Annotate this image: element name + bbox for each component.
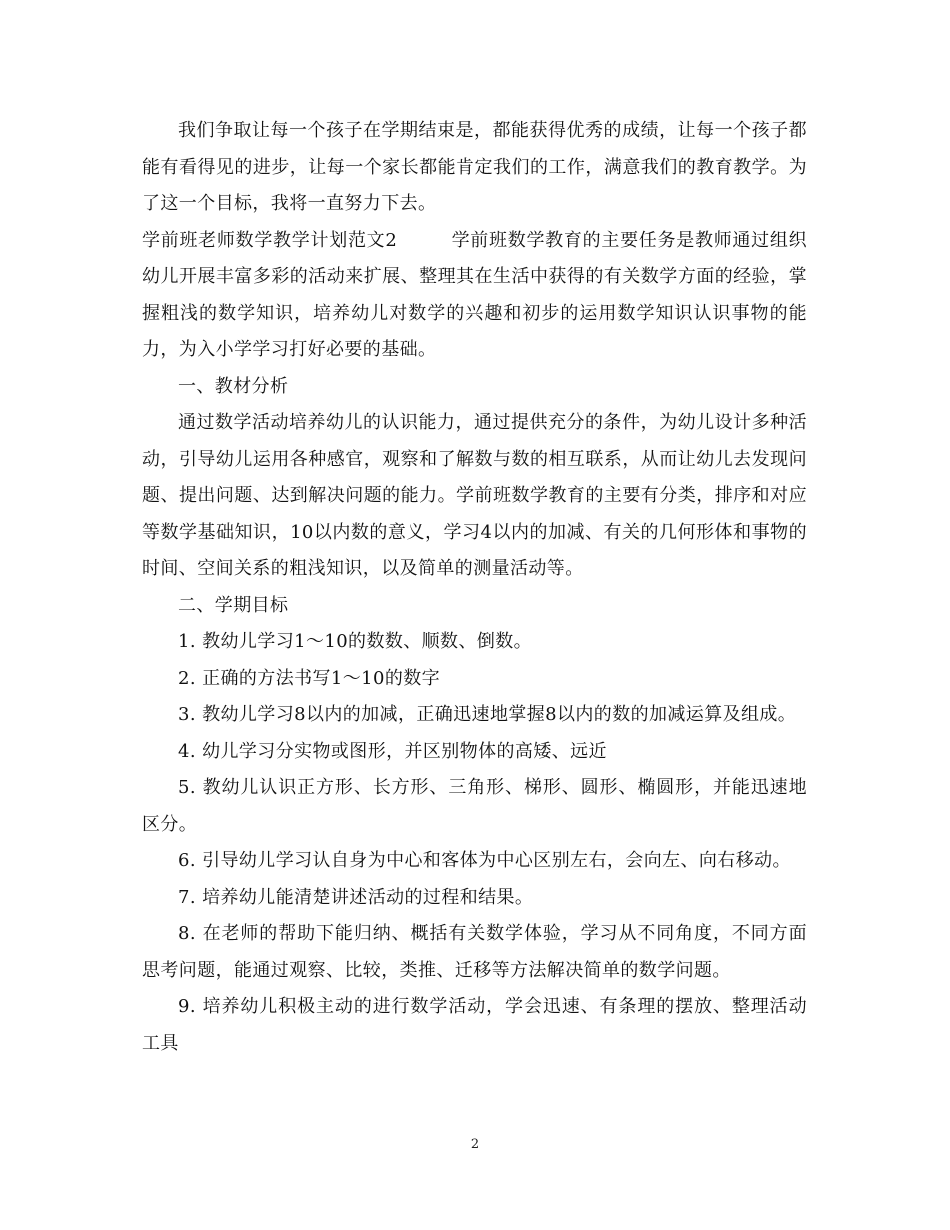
intro-text: 学前班数学教育的主要任务是教师通过组织幼儿开展丰富多彩的活动来扩展、整理其在生活中获得的有关数学方面的经验，掌握粗浅的数学知识，培养幼儿对数学的兴趣和初步的运用数学知识认识事物的能力，为入小学学习打好必要的基础。 [142,229,807,360]
paragraph-plan-intro [142,223,807,369]
goal-item-3: 3. 教幼儿学习8以内的加减，正确迅速地掌握8以内的数的加减运算及组成。 [178,704,797,725]
goal-item-1: 1. 教幼儿学习1～10的数数、顺数、倒数。 [178,631,533,652]
paragraph-closing-goal: 我们争取让每一个孩子在学期结束是，都能获得优秀的成绩，让每一个孩子都能有看得见的进步，让每一个家长都能肯定我们的工作，满意我们的教育教学。为了这一个目标，我将一直努力下去。 [142,120,807,214]
section-title: 学前班老师数学教学计划范文2 [142,229,398,251]
goal-item-8: 8. 在老师的帮助下能归纳、概括有关数学体验，学习从不同角度，不同方面思考问题，能通过观察、比较，类推、迁移等方法解决简单的数学问题。 [142,923,807,981]
goal-item-9: 9. 培养幼儿积极主动的进行数学活动，学会迅速、有条理的摆放、整理活动工具 [142,996,807,1054]
document-body [142,113,807,1062]
goal-item-2: 2. 正确的方法书写1～10的数字 [178,667,441,689]
heading-material-analysis: 一、教材分析 [178,375,289,397]
paragraph-material-analysis: 通过数学活动培养幼儿的认识能力，通过提供充分的条件，为幼儿设计多种活动，引导幼儿运用各种感官，观察和了解数与数的相互联系，从而让幼儿去发现问题、提出问题、达到解决问题的能力。学前班数学教育的主要有分类，排序和对应等数学基础知识，10以内数的意义，学习4以内的加减、有关的几何形体和事物的时间、空间关系的粗浅知识，以及简单的测量活动等。 [142,412,807,579]
goal-item-6: 6. 引导幼儿学习认自身为中心和客体为中心区别左右，会向左、向右移动。 [178,850,791,871]
goal-item-7: 7. 培养幼儿能清楚讲述活动的过程和结果。 [178,886,534,908]
goal-item-4: 4. 幼儿学习分实物或图形，并区别物体的高矮、远近 [178,740,607,762]
heading-semester-goals: 二、学期目标 [178,594,289,616]
page-number: 2 [470,1137,480,1152]
goal-item-5: 5. 教幼儿认识正方形、长方形、三角形、梯形、圆形、椭圆形，并能迅速地区分。 [142,777,807,835]
